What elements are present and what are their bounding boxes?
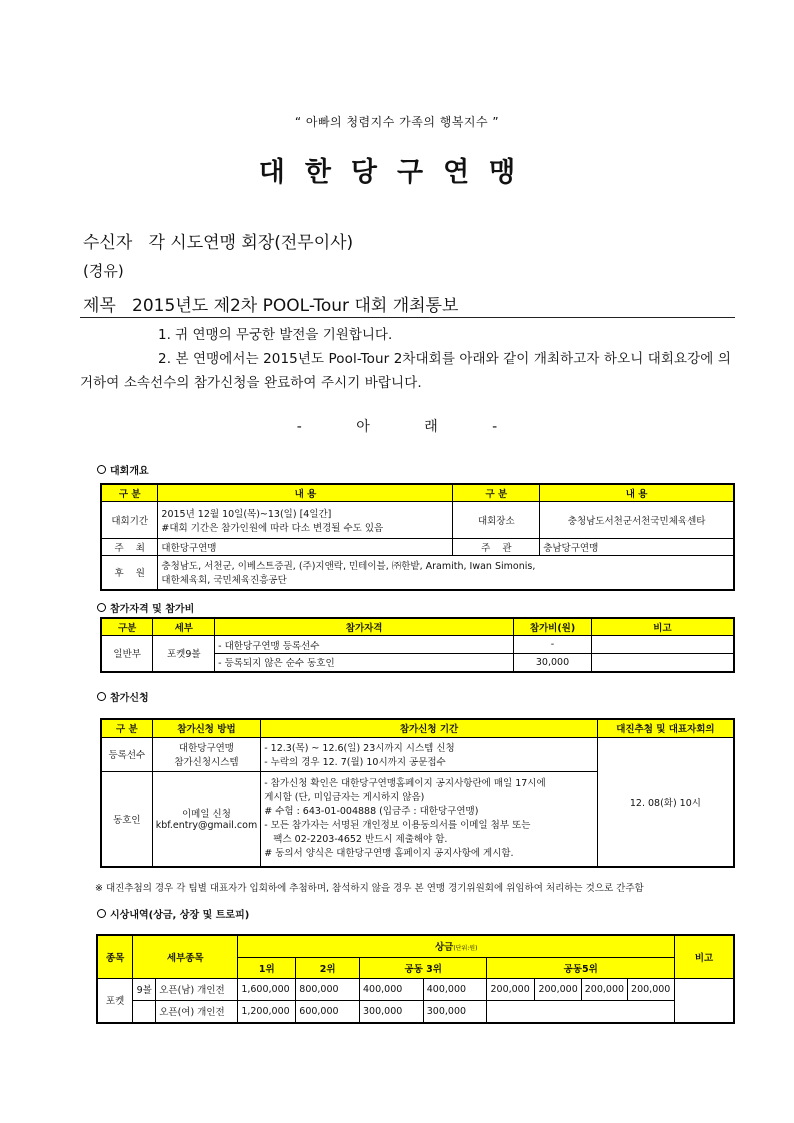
header-cell: 비고 [591, 618, 734, 636]
event-sub: 9볼 [136, 985, 152, 996]
period-line: - 12.3(목) ~ 12.6(일) 23시까지 시스템 신청 [264, 743, 455, 754]
rank-header: 공동 3위 [360, 957, 487, 978]
section-prizes-heading [97, 906, 249, 921]
section-title: 대회개요 [110, 466, 149, 477]
sponsor-line: 대한체육회, 국민체육진흥공단 [161, 575, 287, 587]
period-line: - 모든 참가자는 서명된 개인정보 이용동의서를 이메일 첨부 또는 [264, 819, 531, 831]
fee-cell: - [514, 636, 592, 654]
amateur-method [152, 771, 261, 867]
section-eligibility-heading [97, 600, 194, 615]
email-address: kbf.entry@gmail.com [155, 820, 258, 832]
prize-value: 200,000 [535, 978, 581, 1000]
category-cell: 일반부 [101, 636, 153, 672]
prize-value: 400,000 [360, 978, 424, 1000]
period-note: #대회 기간은 참가인원에 따라 다소 변경될 수도 있음 [161, 523, 384, 534]
header-cell: 세부 [153, 618, 215, 636]
recipient-line: 수신자 각 시도연맹 회장(전무이사) [83, 233, 354, 253]
prize-value: 800,000 [296, 978, 360, 1000]
header-cell: 구분 [101, 618, 153, 636]
paragraph-1: 1. 귀 연맹의 무궁한 발전을 기원합니다. [158, 327, 393, 343]
label-cell: 대회장소 [453, 502, 540, 539]
header-cell: 참가비(원) [514, 618, 592, 636]
amateur-label: 동호인 [101, 771, 152, 867]
organization-title: 대한당구연맹 [258, 157, 536, 188]
remark-cell [591, 654, 734, 672]
prize-value: 200,000 [581, 978, 627, 1000]
period-line: # 동의서 양식은 대한당구연맹 홈페이지 공지사항에 게시함. [264, 847, 514, 859]
prize-value: 300,000 [423, 1000, 487, 1023]
sponsor-line: 충청남도, 서천군, 이베스트증권, (주)지앤락, 민테이블, ㈜한밭, Aramith, Iwan Simonis, [161, 561, 536, 573]
subject-line: 제목 2015년도 제2차 POOL-Tour 대회 개최통보 [83, 296, 459, 316]
period-line: - 참가신청 확인은 대한당구연맹홈페이지 공지사항란에 매일 17시에 [264, 777, 546, 789]
detail-cell: 포켓9볼 [153, 636, 215, 672]
via-line: (경유) [83, 262, 124, 280]
detail-cell [133, 978, 238, 1000]
bullet-circle-icon [97, 465, 106, 474]
header-cell: 참가자격 [215, 618, 514, 636]
header-cell: 내 용 [540, 484, 734, 502]
row-name: 오픈(남) 개인전 [155, 979, 225, 1000]
application-table [100, 718, 735, 868]
prize-value: 400,000 [423, 978, 487, 1000]
bullet-circle-icon [97, 603, 106, 612]
label-cell: 후 원 [101, 556, 158, 590]
registered-period [261, 737, 598, 771]
method-line: 이메일 신청 [182, 809, 231, 821]
unit-label: (단위:원) [453, 945, 478, 953]
header-cell [238, 935, 675, 957]
fee-cell: 30,000 [514, 654, 592, 672]
host-cell: 대한당구연맹 [158, 539, 453, 556]
sponsor-cell [158, 556, 734, 590]
overview-table [100, 483, 735, 591]
section-title: 시상내역(상금, 상장 및 트로피) [110, 910, 250, 921]
rank-header: 2위 [296, 957, 360, 978]
period-line: 팩스 02-2203-4652 반드시 제출해야 함. [264, 833, 448, 845]
prize-label: 상금 [434, 942, 454, 954]
event-cell [97, 978, 133, 1023]
registered-method [152, 737, 261, 771]
label-cell: 주 최 [101, 539, 158, 556]
prize-value: 300,000 [360, 1000, 424, 1023]
section-application-heading [97, 689, 149, 704]
eligibility-table [100, 617, 735, 673]
prize-value: 200,000 [628, 978, 675, 1000]
period-line: 2015년 12월 10일(목)~13(일) [4일간] [161, 509, 332, 520]
bullet-circle-icon [97, 909, 106, 918]
amateur-period [261, 771, 598, 867]
label-cell: 주 관 [453, 539, 540, 556]
rank-header: 1위 [238, 957, 296, 978]
row-name: 오픈(여) 개인전 [155, 1001, 225, 1022]
organizer-cell: 충남당구연맹 [540, 539, 734, 556]
header-cell: 세부종목 [133, 935, 238, 978]
header-cell: 구 분 [453, 484, 540, 502]
header-cell: 참가신청 기간 [261, 719, 598, 737]
header-cell: 내 용 [158, 484, 453, 502]
event-name: 포켓 [105, 996, 125, 1007]
method-line: 참가신청시스템 [174, 757, 239, 768]
rank-header: 공동5위 [487, 957, 675, 978]
paragraph-2: 2. 본 연맹에서는 2015년도 Pool-Tour 2차대회를 아래와 같이 개최하고자 하오니 대회요강에 의거하여 소속선수의 참가신청을 완료하여 주시기 바랍니다. [80, 351, 731, 391]
registered-label: 등록선수 [101, 737, 152, 771]
prize-value-empty [487, 1000, 675, 1023]
motto: “ 아빠의 청렴지수 가족의 행복지수 ” [294, 115, 500, 129]
section-overview-heading [97, 462, 149, 477]
label-cell: 대회기간 [101, 502, 158, 539]
draw-date-cell: 12. 08(화) 10시 [597, 737, 734, 867]
prize-value: 600,000 [296, 1000, 360, 1023]
prize-value: 1,200,000 [238, 1000, 296, 1023]
method-line: 대한당구연맹 [178, 743, 234, 754]
period-line: 게시함 (단, 미입금자는 게시하지 않음) [264, 791, 425, 803]
period-cell [158, 502, 453, 539]
header-cell: 구 분 [101, 484, 158, 502]
draw-note: ※ 대진추첨의 경우 각 팀별 대표자가 입회하에 추첨하며, 참석하지 않을 경우 본 연맹 경기위원회에 위임하여 처리하는 것으로 간주함 [95, 883, 644, 894]
section-title: 참가신청 [110, 693, 149, 704]
section-title: 참가자격 및 참가비 [110, 604, 195, 615]
prize-table [96, 934, 735, 1024]
prize-value: 1,600,000 [238, 978, 296, 1000]
prize-value: 200,000 [487, 978, 535, 1000]
remark-cell [675, 978, 734, 1023]
bullet-circle-icon [97, 692, 106, 701]
detail-cell [133, 1000, 238, 1023]
header-cell: 대진추첨 및 대표자회의 [597, 719, 734, 737]
header-cell: 종목 [97, 935, 133, 978]
period-line: # 수험 : 643-01-004888 (입금주 : 대한당구연맹) [264, 805, 479, 817]
qualification-cell: - 대한당구연맹 등록선수 [215, 636, 514, 654]
header-cell: 참가신청 방법 [152, 719, 261, 737]
remark-cell [591, 636, 734, 654]
header-cell: 구 분 [101, 719, 152, 737]
period-line: - 누락의 경우 12. 7(월) 10시까지 공문접수 [264, 757, 446, 768]
qualification-cell: - 등록되지 않은 순수 동호인 [215, 654, 514, 672]
header-cell: 비고 [675, 935, 734, 978]
venue-cell: 충청남도서천군서천국민체육센타 [540, 502, 734, 539]
subject-divider [80, 317, 735, 318]
below-heading: - 아 래 - [296, 419, 498, 435]
